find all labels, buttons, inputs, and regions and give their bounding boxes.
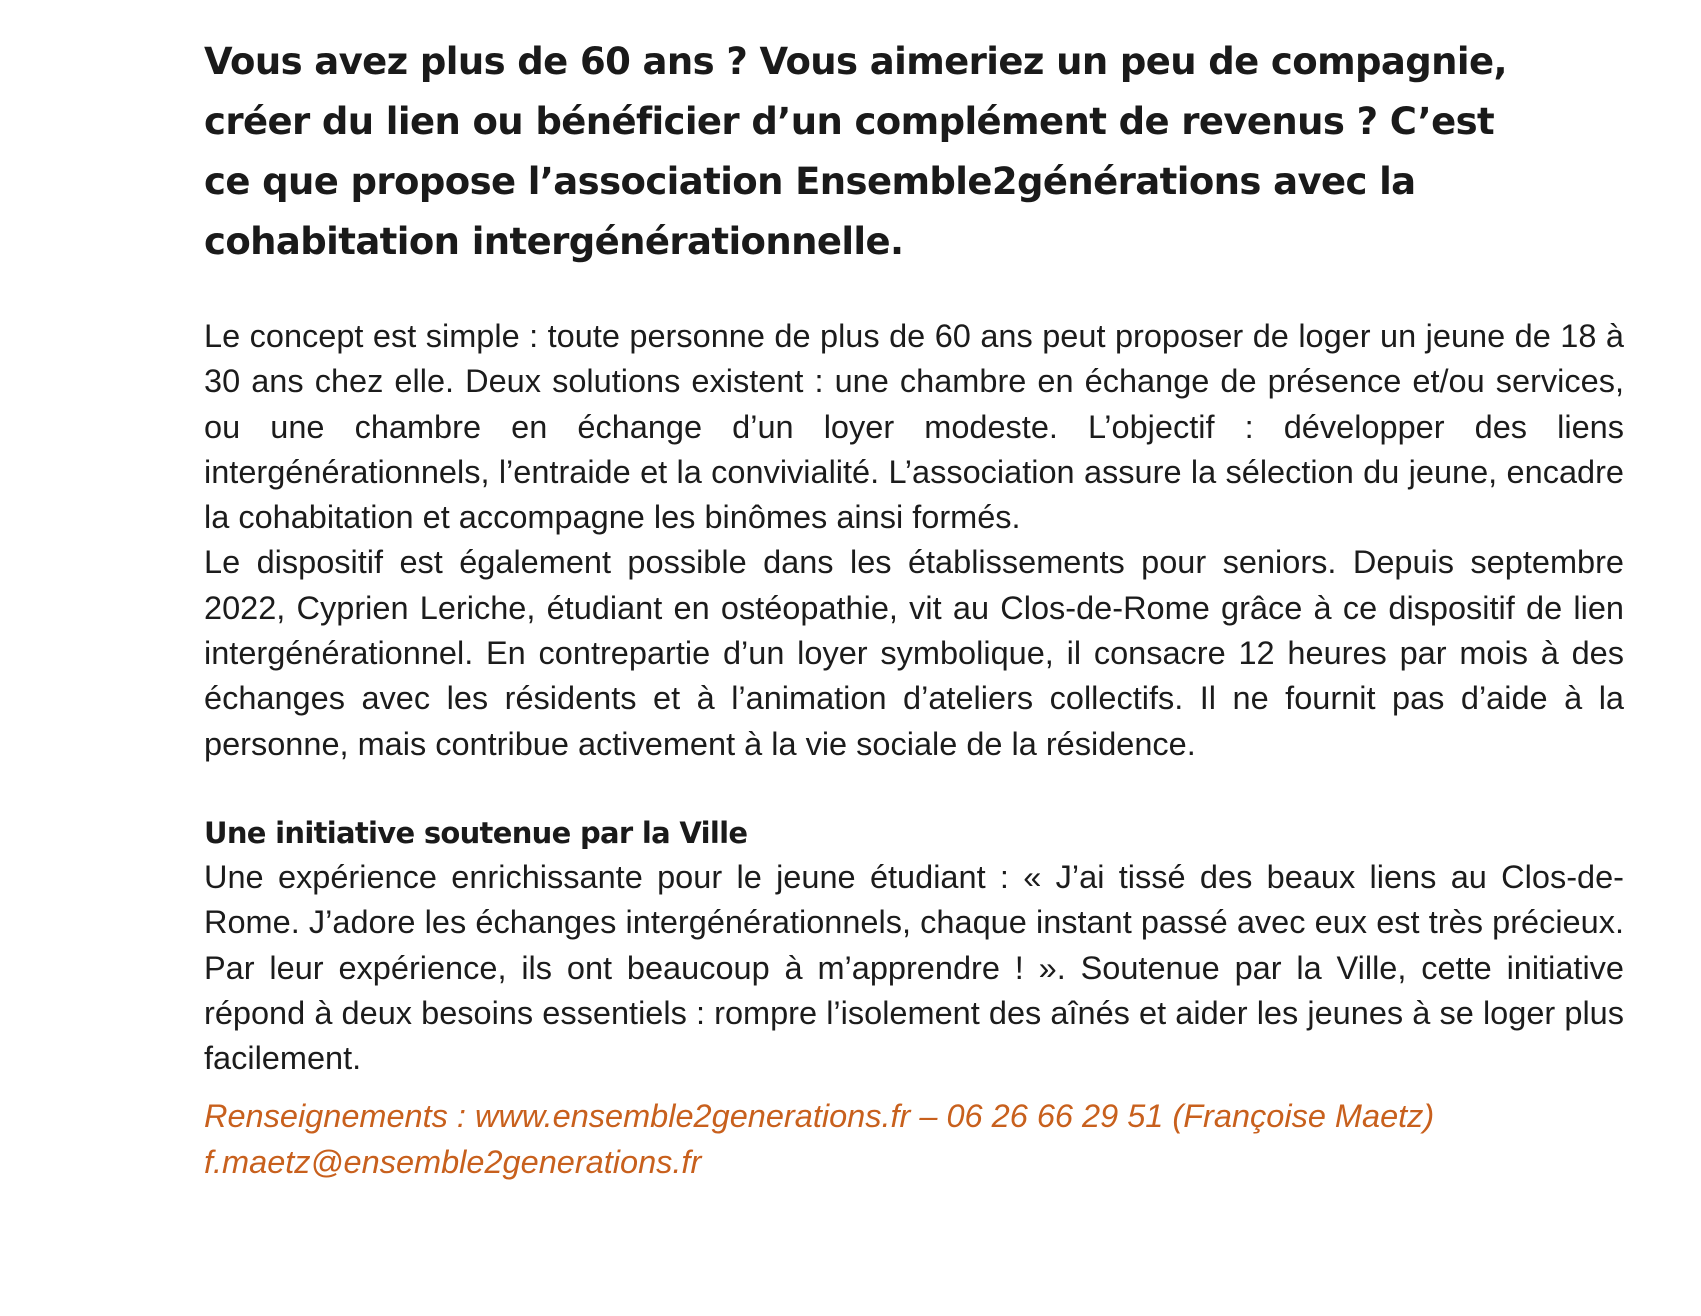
body-paragraph-testimony: Une expérience enrichissante pour le jeune étudiant : « J’ai tissé des beaux liens au Clos-de-Rome. J’adore les échanges intergénérationnels, chaque instant passé avec eux est très précieux. Par leur expérience, ils ont beaucoup à m’apprendre ! ». Soutenue par la Ville, cette initiative répond à deux besoins essentiels : rompre l’isolement des aînés et aider les jeunes à se loger plus facilement. (204, 858, 1624, 1077)
lead-paragraph: Vous avez plus de 60 ans ? Vous aimeriez un peu de compagnie, créer du lien ou bénéficier d’un complément de revenus ? C’est ce que propose l’association Ensemble2générations avec la cohabitation intergénérationnelle. (204, 40, 1507, 263)
body-paragraph-concept: Le concept est simple : toute personne de plus de 60 ans peut proposer de loger un jeune de 18 à 30 ans chez elle. Deux solutions existent : une chambre en échange de présence et/ou services, ou une chambre en échange d’un loyer modeste. L’objectif : développer des liens intergénérationnels, l’entraide et la convivialité. L’association assure la sélection du jeune, encadre la cohabitation et accompagne les binômes ainsi formés. (204, 318, 1624, 536)
contact-info (204, 1093, 1624, 1185)
article (204, 32, 1624, 1185)
contact-website-phone: Renseignements : www.ensemble2generations.fr – 06 26 66 29 51 (Françoise Maetz) (204, 1098, 1435, 1135)
section-heading: Une initiative soutenue par la Ville (204, 815, 748, 850)
contact-email: f.maetz@ensemble2generations.fr (204, 1144, 702, 1181)
body-paragraph-dispositif: Le dispositif est également possible dans les établissements pour seniors. Depuis septembre 2022, Cyprien Leriche, étudiant en ostéopathie, vit au Clos-de-Rome grâce à ce dispositif de lien intergénérationnel. En contrepartie d’un loyer symbolique, il consacre 12 heures par mois à des échanges avec les résidents et à l’animation d’ateliers collectifs. Il ne fournit pas d’aide à la personne, mais contribue activement à la vie sociale de la résidence. (204, 544, 1624, 762)
